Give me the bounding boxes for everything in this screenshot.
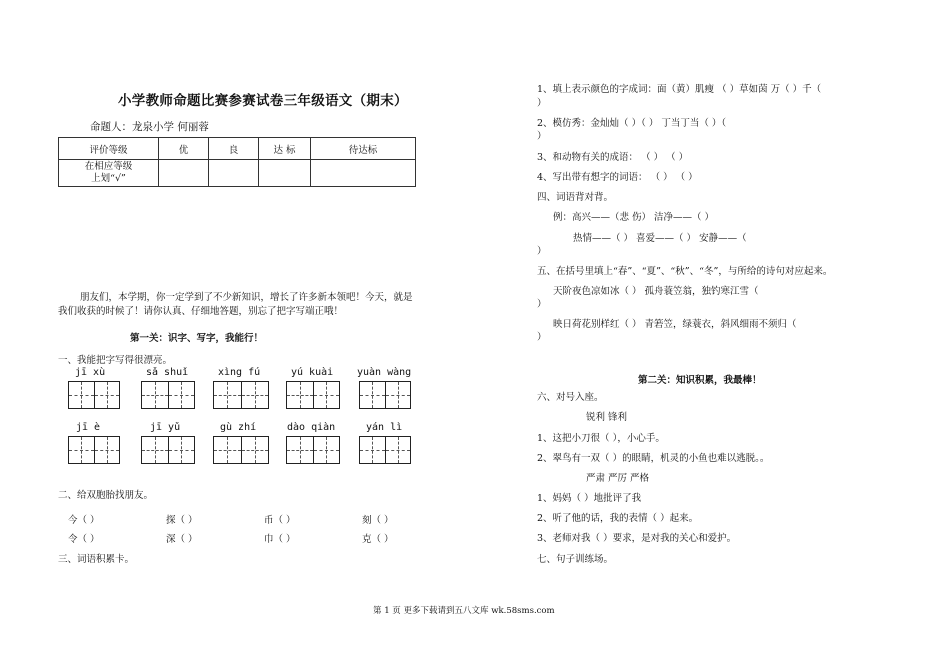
grade-header: 达 标 <box>259 138 311 160</box>
writing-grid[interactable] <box>68 381 120 409</box>
grade-header: 优 <box>159 138 209 160</box>
q4-heading: 四、词语背对背。 <box>537 192 614 203</box>
char-pair-blank[interactable]: 巾（ ） <box>264 534 296 545</box>
q6-sentence: 1、这把小刀很（ ），小心手。 <box>537 433 665 444</box>
writing-grid[interactable] <box>213 381 269 409</box>
char-pair-blank[interactable]: 克（ ） <box>362 534 394 545</box>
intro-line-1: 朋友们，本学期，你一定学到了不少新知识，增长了许多新本领吧！今天，就是 <box>80 292 413 303</box>
q6-word-options-2: 严肃 严厉 严格 <box>586 473 650 484</box>
pinyin-label: gù zhí <box>220 422 257 433</box>
pinyin-label: jī xù <box>75 367 106 378</box>
q5-line-1-end: ） <box>537 299 547 310</box>
r3-line: 3、和动物有关的成语： （ ） （ ） <box>537 152 689 163</box>
pinyin-label: dào qiàn <box>287 422 336 433</box>
writing-grid[interactable] <box>286 381 340 409</box>
q5-line-2-end: ） <box>537 332 547 343</box>
char-pair-blank[interactable]: 深（ ） <box>166 534 198 545</box>
author-line: 命题人：龙泉小学 何丽蓉 <box>90 121 209 133</box>
grade-header: 评价等级 <box>59 138 159 160</box>
pinyin-label: xìng fú <box>218 367 261 378</box>
page-title: 小学教师命题比赛参赛试卷三年级语文（期末） <box>118 93 408 109</box>
writing-grid[interactable] <box>141 381 195 409</box>
char-pair-blank[interactable]: 令（ ） <box>68 534 100 545</box>
q5-line-2: 映日荷花别样红（ ） 青箬笠，绿蓑衣，斜风细雨不须归（ <box>553 319 797 330</box>
pinyin-label: yuàn wàng <box>357 367 412 378</box>
q6-sentence: 2、听了他的话，我的表情（ ）起来。 <box>537 513 699 524</box>
grade-header: 待达标 <box>311 138 416 160</box>
grade-cell[interactable] <box>209 160 259 187</box>
q2-heading: 二、给双胞胎找朋友。 <box>58 490 154 501</box>
q4-line-2-end: ） <box>537 246 547 257</box>
q6-sentence: 3、老师对我（ ）要求，是对我的关心和爱护。 <box>537 533 737 544</box>
q6-sentence: 1、妈妈（ ）地批评了我 <box>537 493 642 504</box>
q4-line-1: 例：高兴——（悲 伤） 洁净——（ ） <box>553 212 715 223</box>
writing-grid[interactable] <box>359 436 411 464</box>
writing-grid[interactable] <box>359 381 411 409</box>
writing-grid[interactable] <box>141 436 195 464</box>
q1-heading: 一、我能把字写得很漂亮。 <box>58 355 173 366</box>
r2-line: 2、模仿秀：金灿灿（ ）（ ） 丁当丁当（ ）（ <box>537 118 727 129</box>
pinyin-label: jī yǔ <box>150 422 181 433</box>
pinyin-label: sǎ shuǐ <box>146 367 189 378</box>
grade-header: 良 <box>209 138 259 160</box>
char-pair-blank[interactable]: 刻（ ） <box>362 515 394 526</box>
grade-cell[interactable] <box>159 160 209 187</box>
char-pair-blank[interactable]: 今（ ） <box>68 515 100 526</box>
q6-heading: 六、对号入座。 <box>537 392 604 403</box>
grade-table <box>58 137 416 187</box>
q6-word-options-1: 锐利 锋利 <box>586 412 628 423</box>
q5-heading: 五、在括号里填上“春”、“夏”、“秋”、“冬”，与所给的诗句对应起来。 <box>537 266 833 277</box>
q5-line-1: 天阶夜色凉如冰（ ） 孤舟蓑笠翁，独钓寒江雪（ <box>553 286 759 297</box>
grade-row-label-line1: 在相应等级 <box>84 161 133 172</box>
grade-row-label <box>59 160 159 187</box>
pinyin-label: jī è <box>76 422 101 433</box>
r4-line: 4、写出带有想字的词语： （ ） （ ） <box>537 172 698 183</box>
writing-grid[interactable] <box>286 436 340 464</box>
q4-line-2: 热情——（ ） 喜爱——（ ） 安静——（ <box>573 233 747 244</box>
writing-grid[interactable] <box>213 436 269 464</box>
q6-sentence: 2、翠鸟有一双（ ）的眼睛，机灵的小鱼也难以逃脱。。 <box>537 453 770 464</box>
grade-row-label-line2: 上划“√” <box>91 173 126 184</box>
page-footer: 第 1 页 更多下载请到五八文库 wk.58sms.com <box>373 606 555 616</box>
q3-heading: 三、词语积累卡。 <box>58 554 135 565</box>
r2-line-end: ） <box>537 131 547 142</box>
section2-heading: 第二关：知识积累，我最棒！ <box>638 375 762 386</box>
r1-line: 1、填上表示颜色的字成词：面（黄）肌瘦 （ ）草如茵 万（ ）千（ <box>537 84 822 95</box>
grade-cell[interactable] <box>259 160 311 187</box>
writing-grid[interactable] <box>68 436 120 464</box>
q7-heading: 七、句子训练场。 <box>537 554 614 565</box>
pinyin-label: yú kuài <box>291 367 334 378</box>
intro-line-2: 我们收获的时候了！请你认真、仔细地答题，别忘了把字写端正哦！ <box>58 306 344 317</box>
char-pair-blank[interactable]: 币（ ） <box>264 515 296 526</box>
r1-line-end: ） <box>537 98 547 109</box>
pinyin-label: yán lì <box>366 422 403 433</box>
grade-cell[interactable] <box>311 160 416 187</box>
char-pair-blank[interactable]: 探（ ） <box>166 515 198 526</box>
section1-heading: 第一关：识字、写字，我能行！ <box>130 333 264 344</box>
